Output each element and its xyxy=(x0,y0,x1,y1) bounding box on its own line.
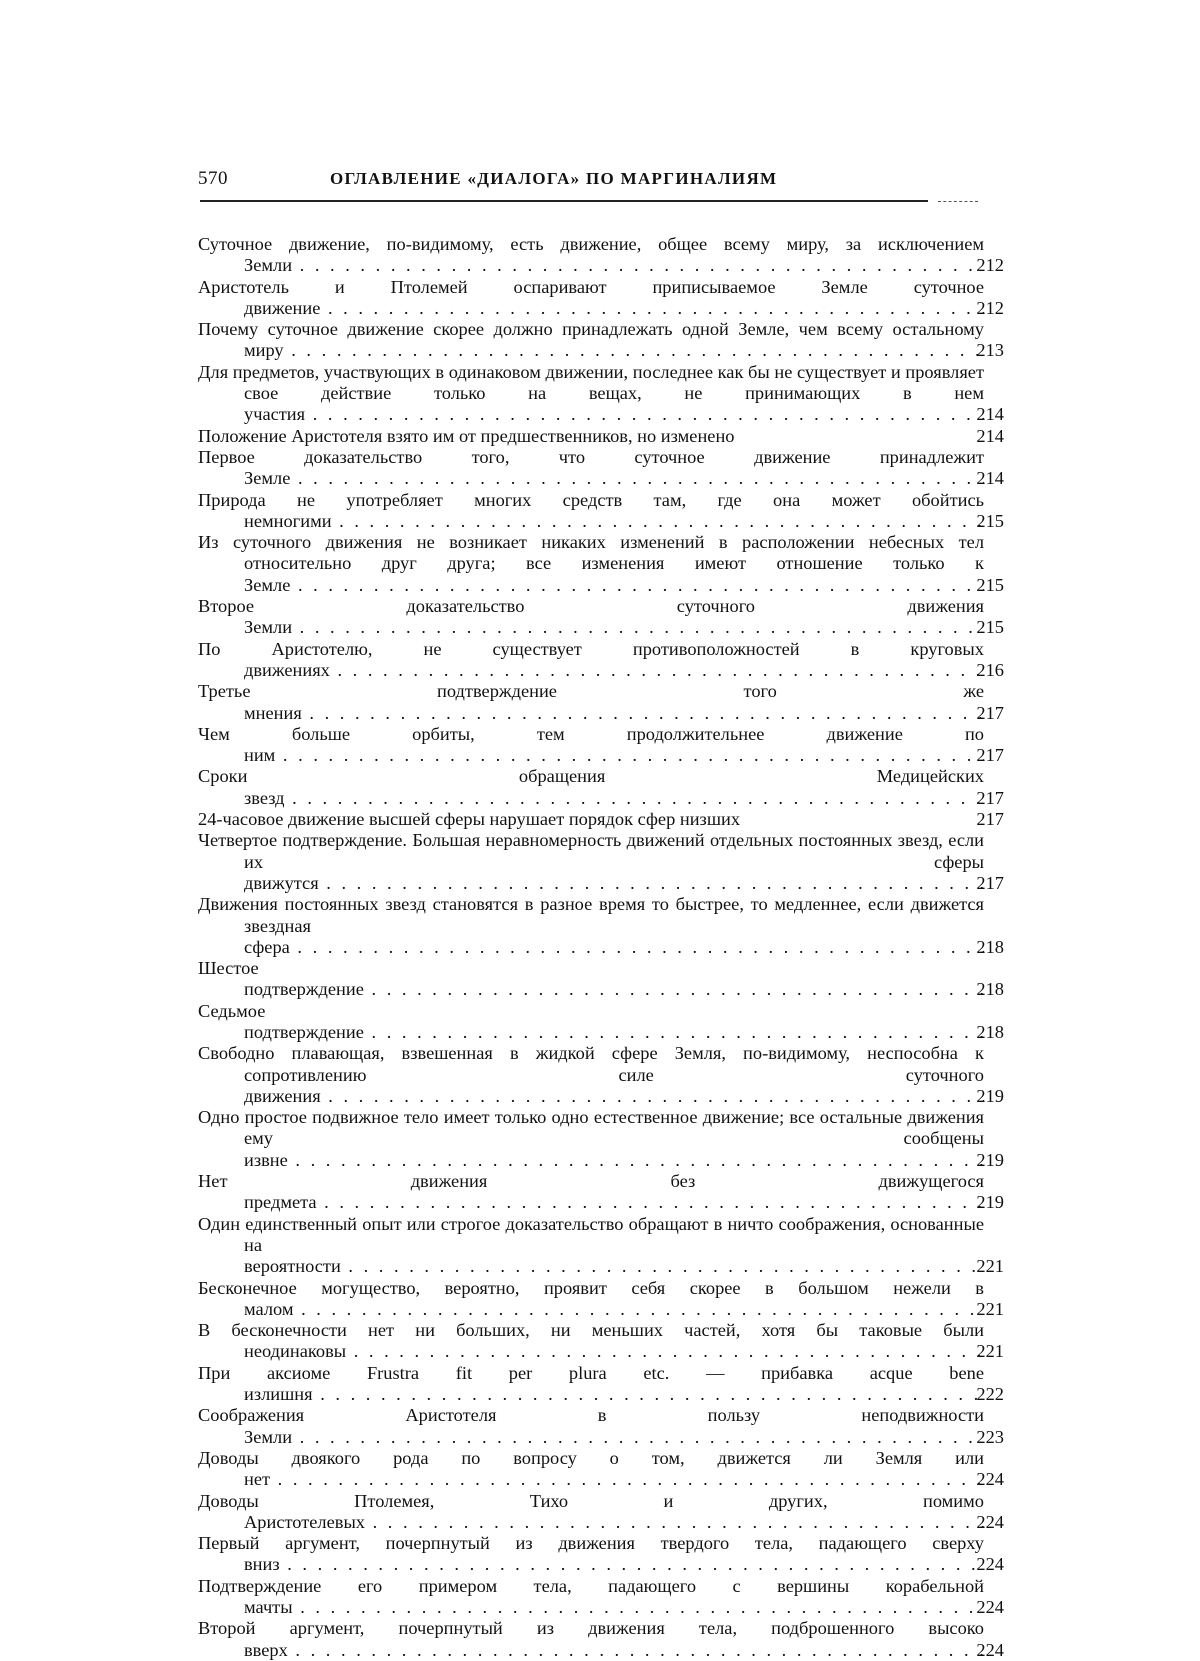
toc-entry xyxy=(198,1576,1004,1619)
toc-entry-page: 223 xyxy=(976,1426,1004,1447)
toc-entry xyxy=(198,1107,1004,1171)
toc-entry-page: 221 xyxy=(976,1298,1004,1319)
toc-entry-page: 215 xyxy=(976,574,1004,595)
toc-entry-title: Второе доказательство суточного движения Земли . . . xyxy=(198,596,984,639)
toc-entry-title: Для предметов, участвующих в одинаковом движении, последнее как бы не существует и проявляет свое действие только на вещах, не принимающих в нем участия . . . xyxy=(198,362,984,426)
toc-entry-page: 216 xyxy=(976,659,1004,680)
toc-entry-title: Движения постоянных звезд становятся в разное время то быстрее, то медленнее, если движется звездная сфера . . . xyxy=(198,894,984,958)
toc-entry xyxy=(198,1001,1004,1044)
toc-entry-page: 212 xyxy=(976,297,1004,318)
toc-entry-title: Нет движения без движущегося предмета . . . xyxy=(198,1171,984,1214)
toc-entry-title: Первый аргумент, почерпнутый из движения твердого тела, падающего сверху вниз . . . xyxy=(198,1533,984,1576)
toc-entry xyxy=(198,1171,1004,1214)
toc-entry xyxy=(198,277,1004,320)
toc-entry-title: Сроки обращения Медицейских звезд . . . xyxy=(198,766,984,809)
toc-entry-page: 217 xyxy=(976,809,1004,830)
toc-entry-page: 222 xyxy=(976,1384,1004,1405)
toc-entry-title: При аксиоме Frustra fit per plura etc. — прибавка acque bene излишня . . . xyxy=(198,1363,984,1406)
toc-entry-page: 212 xyxy=(976,255,1004,276)
toc-entry-title: Седьмое подтверждение . . . xyxy=(198,1001,984,1044)
toc-entry-page: 219 xyxy=(976,1085,1004,1106)
toc-entry xyxy=(198,1533,1004,1576)
toc-entry xyxy=(198,894,1004,958)
toc-entry-title: Положение Аристотеля взято им от предшественников, но изменено xyxy=(198,425,735,446)
toc-entry xyxy=(198,319,1004,362)
toc-entry-page: 224 xyxy=(976,1554,1004,1575)
toc-entry-title: Природа не употребляет многих средств там, где она может обойтись немногими . . . xyxy=(198,490,984,533)
page-header xyxy=(198,168,1004,198)
toc-entry xyxy=(198,1214,1004,1278)
toc-entry xyxy=(198,596,1004,639)
toc-entry-page: 218 xyxy=(976,1021,1004,1042)
toc-entry-page: 217 xyxy=(976,745,1004,766)
toc-entry-page: 224 xyxy=(976,1511,1004,1532)
toc-entry xyxy=(198,1618,1004,1661)
toc-entry xyxy=(198,830,1004,894)
toc-entry-title: Доводы двоякого рода по вопросу о том, движется ли Земля или нет . . . xyxy=(198,1448,984,1491)
toc-entry-page: 218 xyxy=(976,979,1004,1000)
table-of-contents xyxy=(198,234,1004,1661)
toc-entry xyxy=(198,490,1004,533)
toc-entry-title: Бесконечное могущество, вероятно, проявит себя скорее в большом нежели в малом . . . xyxy=(198,1278,984,1321)
toc-entry-page: 217 xyxy=(976,702,1004,723)
toc-entry-page: 214 xyxy=(976,425,1004,446)
toc-entry-title: Третье подтверждение того же мнения . . . xyxy=(198,681,984,724)
toc-entry-page: 217 xyxy=(976,872,1004,893)
toc-entry-title: Аристотель и Птолемей оспаривают приписываемое Земле суточное движение . . . xyxy=(198,277,984,320)
toc-entry xyxy=(198,1363,1004,1406)
toc-entry-page: 213 xyxy=(976,340,1004,361)
toc-entry-page: 221 xyxy=(976,1341,1004,1362)
toc-entry xyxy=(198,1405,1004,1448)
toc-entry-title: Шестое подтверждение . . . xyxy=(198,958,984,1001)
toc-entry-page: 214 xyxy=(976,404,1004,425)
toc-entry xyxy=(198,766,1004,809)
toc-entry xyxy=(198,681,1004,724)
toc-entry-page: 215 xyxy=(976,617,1004,638)
toc-entry xyxy=(198,958,1004,1001)
toc-entry-title: Свободно плавающая, взвешенная в жидкой сфере Земля, по-видимому, неспособна к сопротивлению силе суточного движения . . . xyxy=(198,1043,984,1107)
toc-entry-page: 217 xyxy=(976,787,1004,808)
toc-entry xyxy=(198,809,1004,830)
toc-entry xyxy=(198,426,1004,447)
toc-entry-title: Четвертое подтверждение. Большая неравномерность движений отдельных постоянных звезд, если их сферы движутся . . . xyxy=(198,830,984,894)
toc-entry-title: Первое доказательство того, что суточное движение принадлежит Земле . . . xyxy=(198,447,984,490)
toc-entry-page: 219 xyxy=(976,1192,1004,1213)
header-rule xyxy=(200,200,928,202)
toc-entry-title: Соображения Аристотеля в пользу неподвижности Земли . . . xyxy=(198,1405,984,1448)
toc-entry-title: Подтверждение его примером тела, падающего с вершины корабельной мачты . . . xyxy=(198,1576,984,1619)
toc-entry xyxy=(198,362,1004,426)
toc-entry xyxy=(198,1491,1004,1534)
toc-entry xyxy=(198,724,1004,767)
toc-entry-page: 219 xyxy=(976,1149,1004,1170)
running-title: ОГЛАВЛЕНИЕ «ДИАЛОГА» ПО МАРГИНАЛИЯМ xyxy=(330,169,778,188)
toc-entry xyxy=(198,234,1004,277)
toc-entry xyxy=(198,1043,1004,1107)
toc-entry xyxy=(198,447,1004,490)
toc-entry-title: Доводы Птолемея, Тихо и других, помимо Аристотелевых . . . xyxy=(198,1491,984,1534)
header-rule-tail xyxy=(938,201,978,202)
toc-entry xyxy=(198,639,1004,682)
toc-entry-title: Суточное движение, по-видимому, есть движение, общее всему миру, за исключением Земли . . . xyxy=(198,234,984,277)
toc-entry-title: По Аристотелю, не существует противоположностей в круговых движениях . . . xyxy=(198,639,984,682)
toc-entry xyxy=(198,1448,1004,1491)
toc-entry-page: 215 xyxy=(976,510,1004,531)
toc-entry-page: 214 xyxy=(976,468,1004,489)
toc-entry-page: 224 xyxy=(976,1597,1004,1617)
toc-entry-title: В бесконечности нет ни больших, ни меньших частей, хотя бы таковые были неодинаковы . . . xyxy=(198,1320,984,1363)
toc-entry-page: 218 xyxy=(976,936,1004,957)
toc-entry-title: Один единственный опыт или строгое доказательство обращают в ничто соображения, основанные на вероятности . . . xyxy=(198,1214,984,1278)
toc-entry-title: Одно простое подвижное тело имеет только одно естественное движение; все остальные движения ему сообщены извне . . . xyxy=(198,1107,984,1171)
toc-entry-title: Чем больше орбиты, тем продолжительнее движение по ним . . . xyxy=(198,724,984,767)
toc-entry-title: Второй аргумент, почерпнутый из движения тела, подброшенного высоко вверх . . . xyxy=(198,1618,984,1661)
page-number: 570 xyxy=(198,168,228,189)
toc-entry xyxy=(198,532,1004,596)
toc-entry xyxy=(198,1278,1004,1321)
toc-entry-page: 221 xyxy=(976,1256,1004,1277)
toc-entry-title: 24-часовое движение высшей сферы нарушает порядок сфер низших xyxy=(198,809,741,830)
toc-entry xyxy=(198,1320,1004,1363)
toc-entry-page: 224 xyxy=(976,1639,1004,1660)
toc-entry-title: Почему суточное движение скорее должно принадлежать одной Земле, чем всему остальному миру . . . xyxy=(198,319,984,362)
toc-entry-title: Из суточного движения не возникает никаких изменений в расположении небесных тел относительно друг друга; все изменения имеют отношение только к Земле . . . xyxy=(198,532,984,596)
toc-entry-page: 224 xyxy=(976,1469,1004,1490)
